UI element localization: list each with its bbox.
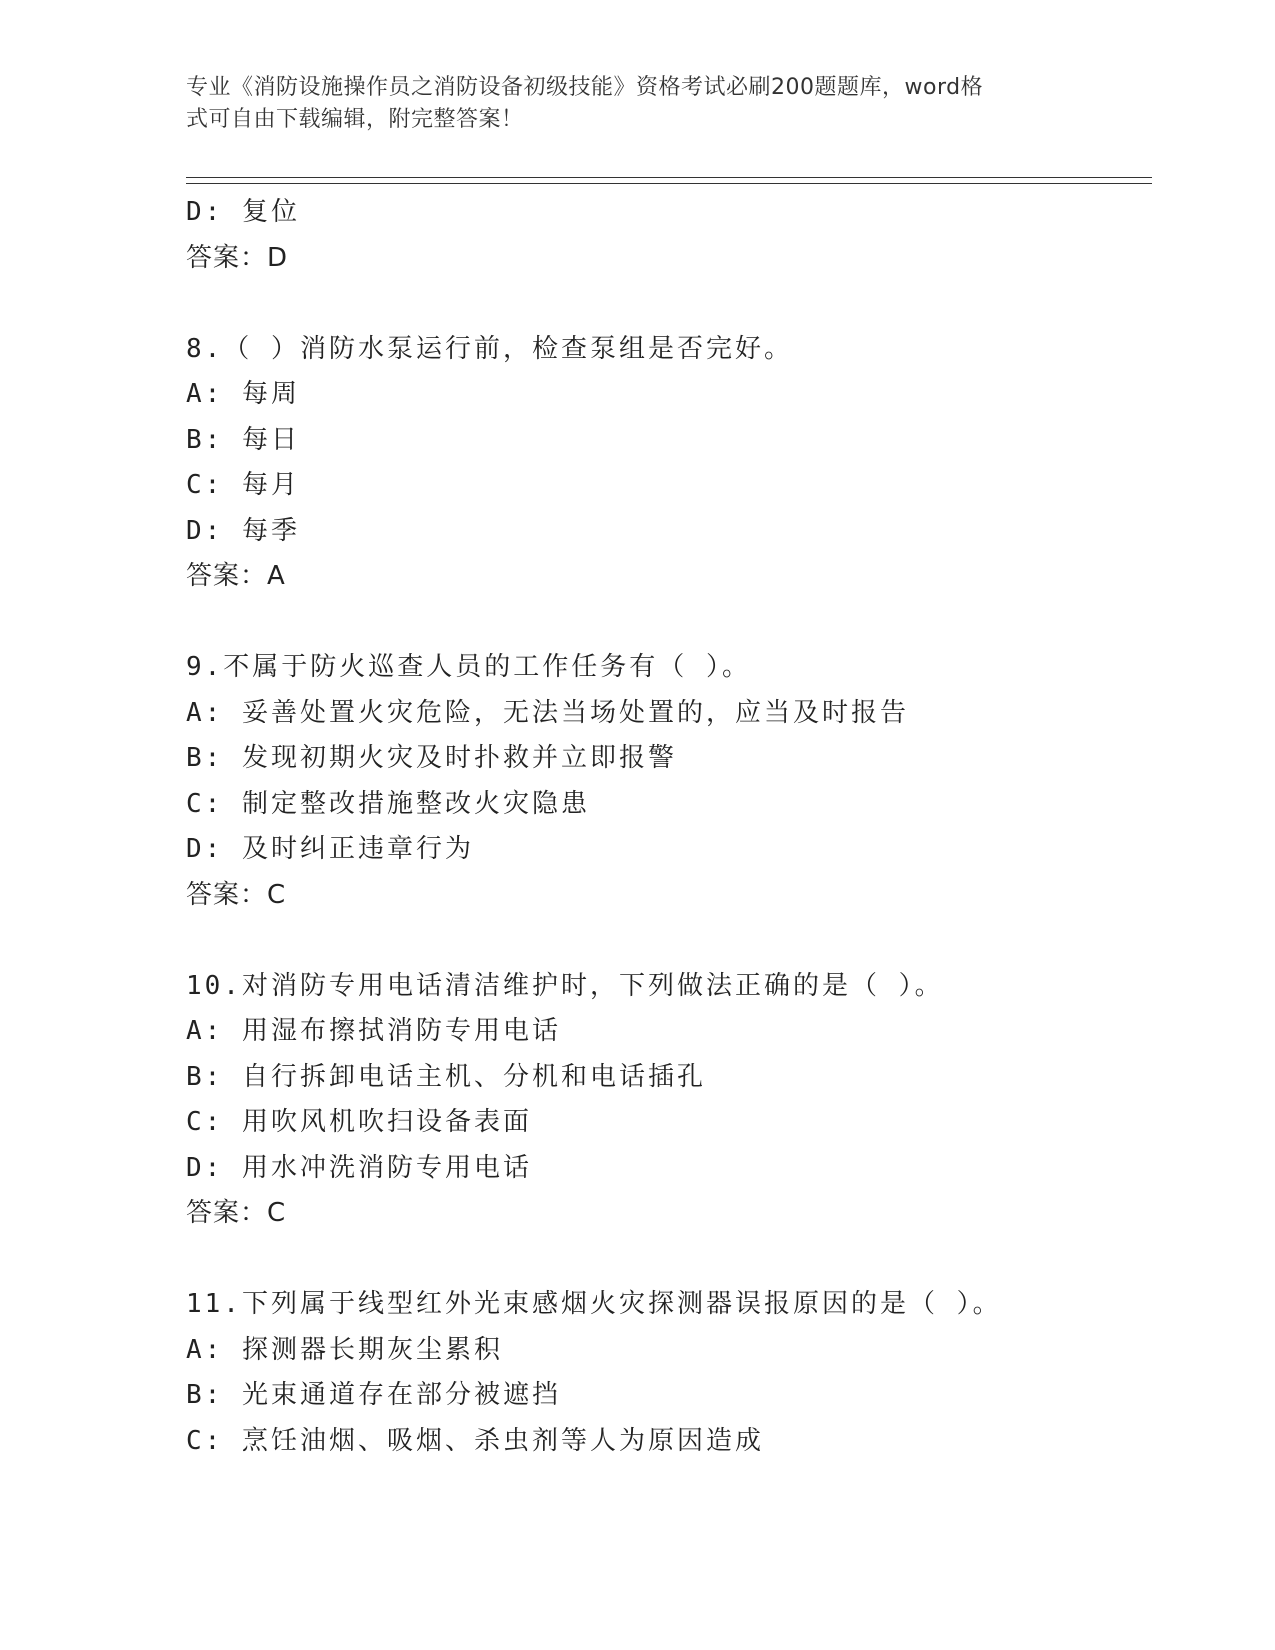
option-b: B: 每日 — [186, 424, 300, 455]
option-b: B: 自行拆卸电话主机、分机和电话插孔 — [186, 1061, 706, 1092]
option-a: A: 妥善处置火灾危险，无法当场处置的，应当及时报告 — [186, 697, 909, 728]
option-a: A: 每周 — [186, 379, 300, 409]
header-rule-top — [186, 177, 1152, 178]
option-b: B: 光束通道存在部分被遮挡 — [186, 1380, 561, 1410]
option-d: D: 及时纠正违章行为 — [186, 834, 474, 864]
question-8 — [186, 327, 1152, 600]
option-c: C: 每月 — [186, 470, 300, 500]
option-d: D: 用水冲洗消防专用电话 — [186, 1152, 532, 1183]
question-stem: 11.下列属于线型红外光束感烟火灾探测器误报原因的是（ ）。 — [186, 1289, 1002, 1319]
option-c: C: 用吹风机吹扫设备表面 — [186, 1107, 532, 1137]
option-a: A: 探测器长期灰尘累积 — [186, 1334, 503, 1365]
document-header — [186, 72, 1076, 136]
question-list — [186, 190, 1152, 1464]
answer-line: 答案：C — [186, 879, 287, 910]
header-title-line-2: 式可自由下载编辑，附完整答案！ — [186, 107, 524, 132]
option-c: C: 烹饪油烟、吸烟、杀虫剂等人为原因造成 — [186, 1425, 764, 1456]
header-rule-bottom — [186, 183, 1152, 184]
question-stem: 9.不属于防火巡查人员的工作任务有（ ）。 — [186, 652, 751, 682]
question-11 — [186, 1282, 1152, 1464]
question-9 — [186, 645, 1152, 918]
question-stem: 8.（ ）消防水泵运行前，检查泵组是否完好。 — [186, 333, 793, 364]
answer-line: 答案：A — [186, 561, 286, 591]
option-b: B: 发现初期火灾及时扑救并立即报警 — [186, 743, 677, 773]
question-10 — [186, 964, 1152, 1237]
header-title-line-1: 专业《消防设施操作员之消防设备初级技能》资格考试必刷200题题库，word格 — [186, 75, 984, 100]
option-d: D: 复位 — [186, 197, 300, 227]
question-stem: 10.对消防专用电话清洁维护时，下列做法正确的是（ ）。 — [186, 970, 944, 1001]
option-a: A: 用湿布擦拭消防专用电话 — [186, 1016, 561, 1046]
option-c: C: 制定整改措施整改火灾隐患 — [186, 788, 590, 819]
answer-line: 答案：D — [186, 242, 289, 273]
answer-line: 答案：C — [186, 1198, 287, 1228]
option-d: D: 每季 — [186, 515, 300, 546]
